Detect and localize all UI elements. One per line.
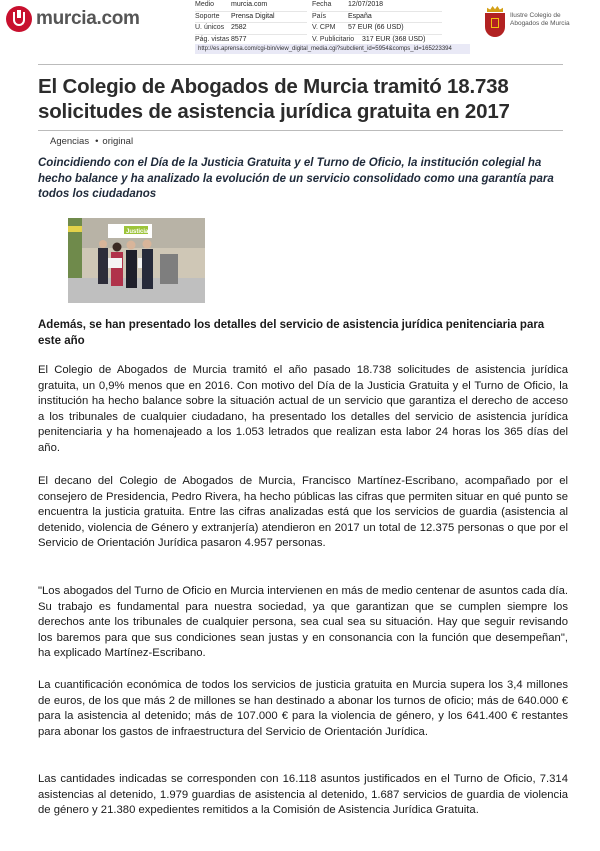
article-paragraph: El decano del Colegio de Abogados de Murcia, Francisco Martínez-Escribano, acompañado por el consejero de Presidencia, Pedro Rivera, ha hecho públicas las cifras que permiten situar en qué punto se encuentra la justicia gratuita. Entre las cifras analizadas está que los servicios de guardia (asistencia al detenido, violencia de Género y extranjería) atendieron en 2017 un total de 12.375 personas o que por el Servicio de Orientación Jurídica pasaron 4.957 personas. [38, 475, 568, 550]
meta-row: U. únicos 2582 [195, 23, 307, 35]
media-metadata-right [312, 0, 442, 46]
meta-row: Pág. vistas 8577 [195, 35, 307, 47]
source-name: Agencias [50, 136, 90, 147]
article-paragraph: Las cantidades indicadas se corresponden con 16.118 asuntos justificados en el Turno de Oficio, 7.314 asistencias al detenido, 1.979 guardias de asistencia al detenido, 1.687 servicios de guardia de violencia de género y 21.380 expedientes remitidos a la Comisión de Asistencia Jurídica Gratuita. [38, 773, 568, 817]
site-logo[interactable] [6, 6, 140, 32]
meta-row: Medio murcia.com [195, 0, 307, 12]
article-lead: Además, se han presentado los detalles del servicio de asistencia jurídica penitenciaria para este año [38, 319, 545, 347]
meta-row: V. CPM 57 EUR (66 USD) [312, 23, 442, 35]
article-paragraph: La cuantificación económica de todos los servicios de justicia gratuita en Murcia supera los 3,4 millones de euros, de los que más 2 de millones se han destinado a abonar los turnos de oficio; más de 640.000 € para la asistencia al detenido; más de 107.000 € para la violencia de género, y los 641.400 € restantes para abonar los gastos de infraestructura del Servicio de Orientación Jurídica. [38, 679, 568, 738]
clipping-header [0, 0, 600, 56]
article-photo [68, 218, 205, 303]
photo-banner-text: Justicia [126, 229, 149, 235]
article-paragraph: El Colegio de Abogados de Murcia tramitó el año pasado 18.738 solicitudes de asistencia jurídica gratuita, un 0,9% menos que en 2016. Con motivo del Día de la Justicia Gratuita y el Turno de Oficio, la institución ha hecho balance sobre la situación actual de un servicio que garantiza el derecho de acceso a los tribunales de cualquier ciudadano, ha presentado los detalles del servicio de asistencia jurídica penitenciaria y ha homenajeado a los 1.053 letrados que realizan esta labor 24 horas los 365 días del año. [38, 364, 568, 454]
murcia-logo-icon [6, 6, 32, 32]
photo-illustration [68, 218, 205, 303]
divider [38, 64, 563, 65]
divider [38, 130, 563, 131]
client-name: Ilustre Colegio de Abogados de Murcia [510, 12, 570, 27]
article-title: El Colegio de Abogados de Murcia tramitó 18.738 solicitudes de asistencia jurídica gratuita en 2017 [38, 75, 510, 123]
media-metadata-left [195, 0, 307, 46]
source-url-link[interactable]: http://es.aprensa.com/cgi-bin/view_digital_media.cgi?subclient_id=5954&comps_id=165223394 [195, 44, 470, 54]
article-source [50, 136, 133, 147]
bullet-icon: • [95, 136, 99, 147]
site-name: murcia.com [36, 8, 140, 29]
meta-row: V. Publicitario 317 EUR (368 USD) [312, 35, 442, 47]
meta-row: Soporte Prensa Digital [195, 12, 307, 24]
article-paragraph: "Los abogados del Turno de Oficio en Murcia intervienen en más de medio centenar de asuntos cada día. Su trabajo es fundamental para nuestra sociedad, ya que garantizan que se cumplen siempre los derechos ante los tribunales de cualquier persona, sea cual sea su situación. Hay que seguir revisando los baremos para que sus condiciones sean justas y en consonancia con la función que desempeñan", ha explicado Martínez-Escribano. [38, 585, 568, 660]
source-tag: original [102, 136, 134, 147]
meta-row: País España [312, 12, 442, 24]
colegio-crest-icon [484, 6, 506, 38]
article-subtitle: Coincidiendo con el Día de la Justicia Gratuita y el Turno de Oficio, la institución colegial ha hecho balance y ha analizado la evolución de un servicio consolidado como una garantía para todos los ciudadanos [38, 157, 554, 200]
meta-row: Fecha 12/07/2018 [312, 0, 442, 12]
